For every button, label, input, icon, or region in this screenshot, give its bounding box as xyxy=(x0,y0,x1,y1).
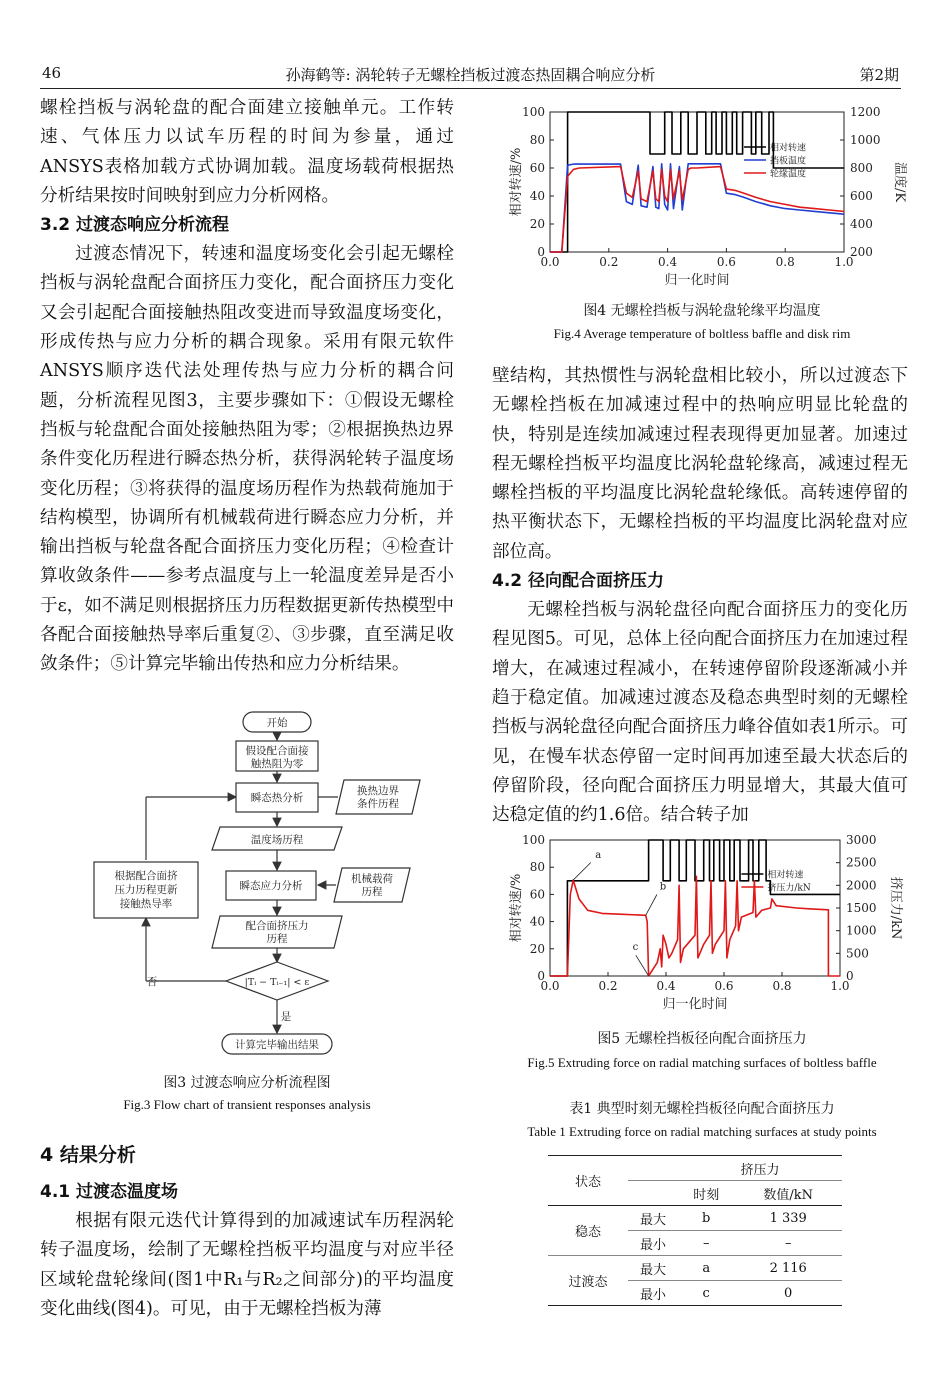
flow-mech-load-label-1: 机械载荷 xyxy=(351,873,393,885)
paragraph-thermal-inertia: 壁结构，其热惯性与涡轮盘相比较小，所以过渡态下无螺栓挡板在加减速过程中的热响应明显比轮盘的快，特别是连续加减速过程表现得更加显著。加速过程无螺栓挡板平均温度比涡轮盘轮缘高，减速过程无螺栓挡板的平均温度比涡轮盘轮缘低。高转速停留的热平衡状态下，无螺栓挡板的平均温度比涡轮盘对应部位高。 xyxy=(492,366,908,562)
flow-no-label: 否 xyxy=(146,976,158,988)
table-row xyxy=(548,1256,842,1281)
x-tick-label: 1.0 xyxy=(834,255,854,269)
y-tick-label: 100 xyxy=(522,833,545,847)
x-tick-label: 0.6 xyxy=(716,255,736,269)
running-title: 孙海鹤等: 涡轮转子无螺栓挡板过渡态热固耦合响应分析 xyxy=(285,66,656,84)
y2-tick-label: 2000 xyxy=(846,878,877,893)
left-column-results xyxy=(40,1140,454,1324)
fig3-caption-cn: 图3 过渡态响应分析流程图 xyxy=(163,1075,331,1091)
legend-label: 挡板温度 xyxy=(770,156,807,167)
table1-caption-en: Table 1 Extruding force on radial matching surfaces at study points xyxy=(527,1124,877,1139)
table-cell-time: – xyxy=(678,1231,734,1256)
flow-update-label-2: 压力历程更新 xyxy=(114,884,178,896)
x-tick-label: 0.0 xyxy=(540,255,560,269)
y-tick-label: 80 xyxy=(529,133,545,147)
y2-tick-label: 200 xyxy=(850,245,873,259)
table1-caption-cn: 表1 典型时刻无螺栓挡板径向配合面挤压力 xyxy=(569,1101,835,1117)
flow-temp-history-label: 温度场历程 xyxy=(250,834,304,846)
y2-tick-label: 0 xyxy=(846,969,854,983)
legend-label: 挤压力/kN xyxy=(767,883,811,894)
annotation-label: b xyxy=(659,881,667,893)
annotation-pointer xyxy=(636,955,649,976)
flow-assume-label-2: 触热阻为零 xyxy=(250,758,304,770)
y-axis-label: 相对转速/% xyxy=(509,873,524,943)
x-tick-label: 0.8 xyxy=(772,979,792,993)
flow-mech-load-label-2: 历程 xyxy=(361,886,383,898)
y2-tick-label: 600 xyxy=(850,189,873,203)
table-cell-time: a xyxy=(678,1256,734,1281)
table-header-value: 数值/kN xyxy=(734,1181,842,1206)
x-axis-label: 归一化时间 xyxy=(664,273,730,288)
y2-tick-label: 1000 xyxy=(850,133,881,147)
table-cell-kind: 最大 xyxy=(628,1256,678,1281)
fig4-chart xyxy=(492,92,922,292)
y-axis-label: 相对转速/% xyxy=(509,147,524,217)
table1 xyxy=(548,1155,842,1306)
y2-axis-label: 挤压力/kN xyxy=(888,876,903,940)
annotation-label: c xyxy=(632,942,639,953)
y-tick-label: 0 xyxy=(537,245,545,259)
table-cell-state: 过渡态 xyxy=(548,1256,628,1306)
right-column-text xyxy=(492,362,908,830)
section-3-2-heading: 3.2 过渡态响应分析流程 xyxy=(40,215,230,236)
x-tick-label: 0.0 xyxy=(540,979,560,993)
table-header-time: 时刻 xyxy=(678,1181,734,1206)
annotation-pointer xyxy=(573,862,591,880)
table-cell-kind: 最小 xyxy=(628,1231,678,1256)
table-cell-value: – xyxy=(734,1231,842,1256)
annotation-label: a xyxy=(595,850,602,862)
flow-force-history-label-2: 历程 xyxy=(266,933,288,945)
issue-number: 第2期 xyxy=(859,66,899,84)
table-cell-kind: 最小 xyxy=(628,1281,678,1306)
table-header-state: 状态 xyxy=(548,1156,628,1206)
table-cell-kind: 最大 xyxy=(639,1212,666,1228)
paragraph-extruding-force: 无螺栓挡板与涡轮盘径向配合面挤压力的变化历程见图5。可见，总体上径向配合面挤压力在加速过程增大，在减速过程减小，在转速停留阶段逐渐减小并趋于稳定值。加减速过渡态及稳态典型时刻的无螺栓挡板与涡轮盘径向配合面挤压力峰谷值如表1所示。可见，在慢车状态停留一定时间再加速至最大状态后的停留阶段，径向配合面挤压力明显增大，其最大值可达稳定值的约1.6倍。结合转子加 xyxy=(492,600,908,826)
y-tick-label: 40 xyxy=(529,189,545,203)
y-tick-label: 40 xyxy=(529,914,545,929)
fig5-caption-en: Fig.5 Extruding force on radial matching surfaces of boltless baffle xyxy=(527,1055,877,1070)
fig5-caption-cn: 图5 无螺栓挡板径向配合面挤压力 xyxy=(597,1031,807,1047)
header-rule xyxy=(40,88,901,89)
table-cell-time: b xyxy=(702,1210,711,1226)
y-tick-label: 60 xyxy=(529,887,545,902)
paragraph-temperature: 根据有限元迭代计算得到的加减速试车历程涡轮转子温度场，绘制了无螺栓挡板平均温度与对应半径区域轮盘轮缘间(图1中R₁与R₂之间部分)的平均温度变化曲线(图4)。可见，由于无螺栓挡板为薄 xyxy=(40,1211,454,1319)
x-tick-label: 0.8 xyxy=(775,255,795,269)
flow-thermal-label: 瞬态热分析 xyxy=(250,792,304,804)
legend-label: 轮缘温度 xyxy=(770,169,807,180)
table-cell-value: 1 339 xyxy=(769,1210,807,1226)
legend-label: 相对转速 xyxy=(767,870,804,881)
fig5-chart xyxy=(492,826,922,1022)
x-tick-label: 0.4 xyxy=(658,255,678,269)
y-tick-label: 0 xyxy=(537,969,545,983)
section-4-heading: 4 结果分析 xyxy=(40,1144,136,1166)
section-4-1-heading: 4.1 过渡态温度场 xyxy=(40,1182,179,1202)
page-header xyxy=(0,0,941,100)
paragraph-analysis-flow: 过渡态情况下，转速和温度场变化会引起无螺栓挡板与涡轮盘配合面挤压力变化，配合面挤压力变化又会引起配合面接触热阻改变进而导致温度场变化，形成传热与应力分析的耦合现象。采用有限元软件ANSYS顺序迭代法处理传热与应力分析的耦合问题，分析流程见图3，主要步骤如下：①假设无螺栓挡板与轮盘配合面处接触热阻为零；②根据换热边界条件变化历程进行瞬态热分析，获得涡轮转子温度场变化历程；③将获得的温度场历程作为热载荷施加于结构模型，协调所有机械载荷进行瞬态应力分析，并输出挡板与轮盘各配合面挤压力变化历程；④检查计算收敛条件——参考点温度与上一轮温度差异是否小于ε，如不满足则根据挤压力历程数据更新传热模型中各配合面接触热导率后重复②、③步骤，直至满足收敛条件；⑤计算完毕输出传热和应力分析结果。 xyxy=(40,244,454,675)
x-tick-label: 0.2 xyxy=(599,255,619,269)
table-cell-time: c xyxy=(678,1281,734,1306)
flow-boundary-label-1: 换热边界 xyxy=(357,785,399,797)
y-tick-label: 60 xyxy=(529,161,545,175)
y-tick-label: 80 xyxy=(529,860,545,875)
flow-stress-label: 瞬态应力分析 xyxy=(239,880,303,892)
fig3-caption-en: Fig.3 Flow chart of transient responses analysis xyxy=(123,1097,371,1112)
table-row xyxy=(548,1206,842,1231)
flow-condition-label: |Tᵢ − Tᵢ₋₁| < ε xyxy=(244,977,310,988)
x-axis-label: 归一化时间 xyxy=(662,997,728,1012)
y2-tick-label: 2500 xyxy=(846,855,877,870)
x-tick-label: 0.2 xyxy=(598,979,618,993)
flow-yes-label: 是 xyxy=(280,1011,292,1023)
x-tick-label: 0.6 xyxy=(714,979,734,993)
series-line-0 xyxy=(550,112,844,252)
y2-tick-label: 3000 xyxy=(846,833,877,847)
annotation-pointer xyxy=(646,894,657,915)
table-cell-value: 2 116 xyxy=(734,1256,842,1281)
flow-boundary-label-2: 条件历程 xyxy=(357,798,399,810)
fig4-caption-cn: 图4 无螺栓挡板与涡轮盘轮缘平均温度 xyxy=(583,303,821,319)
flow-end-label: 计算完毕输出结果 xyxy=(235,1039,319,1051)
paragraph-intro: 螺栓挡板与涡轮盘的配合面建立接触单元。工作转速、气体压力以试车历程的时间为参量，通过ANSYS表格加载方式协调加载。温度场载荷根据热分析结果按时间映射到应力分析网格。 xyxy=(40,98,454,206)
flow-update-label-3: 接触热导率 xyxy=(119,898,173,910)
y2-axis-label: 温度/K xyxy=(892,161,907,203)
page-number: 46 xyxy=(42,64,62,82)
table-header-force: 挤压力 xyxy=(678,1156,842,1181)
x-tick-label: 1.0 xyxy=(830,979,850,993)
fig4-caption-en: Fig.4 Average temperature of boltless baffle and disk rim xyxy=(553,326,851,341)
flow-assume-label-1: 假设配合面接 xyxy=(245,745,309,757)
y-tick-label: 20 xyxy=(529,941,545,956)
y2-tick-label: 800 xyxy=(850,161,873,175)
legend-label: 相对转速 xyxy=(770,143,807,154)
y2-tick-label: 400 xyxy=(850,217,873,231)
table-cell-value: 0 xyxy=(734,1281,842,1306)
x-tick-label: 0.4 xyxy=(656,979,676,993)
y2-tick-label: 1000 xyxy=(846,923,877,938)
flow-start-label: 开始 xyxy=(266,717,288,729)
table-cell-state: 稳态 xyxy=(574,1225,601,1240)
flow-force-history-label-1: 配合面挤压力 xyxy=(245,920,309,932)
y-tick-label: 20 xyxy=(529,217,545,231)
y2-tick-label: 1200 xyxy=(850,105,881,119)
flow-update-label-1: 根据配合面挤 xyxy=(114,870,178,882)
y-tick-label: 100 xyxy=(522,105,545,119)
section-4-2-heading: 4.2 径向配合面挤压力 xyxy=(492,571,665,592)
left-column-text xyxy=(40,94,454,680)
flowchart-fig3 xyxy=(80,700,440,1070)
y2-tick-label: 500 xyxy=(846,946,869,961)
y2-tick-label: 1500 xyxy=(846,901,877,915)
